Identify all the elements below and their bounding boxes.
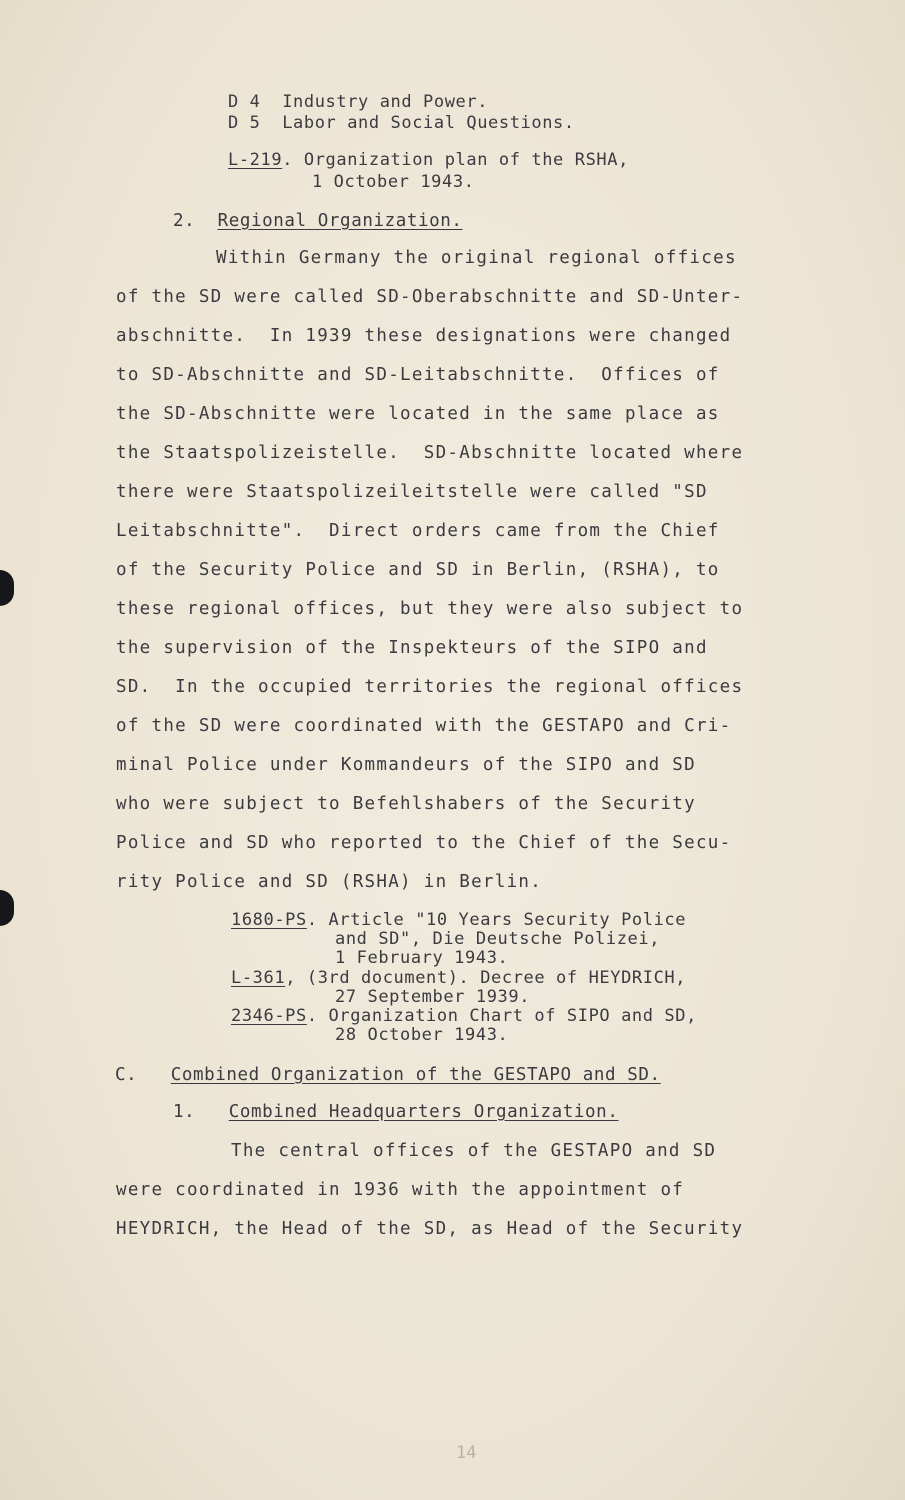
list-text: Labor and Social Questions. — [282, 113, 575, 133]
paragraph-line: minal Police under Kommandeurs of the SIPO and SD — [116, 755, 696, 775]
paragraph-line: Within Germany the original regional offices — [216, 248, 737, 268]
paragraph-line: were coordinated in 1936 with the appointment of — [116, 1180, 685, 1200]
paragraph-line: the Staatspolizeistelle. SD-Abschnitte located where — [116, 443, 744, 463]
list-item-d4 — [228, 92, 488, 112]
paragraph-line: SD. In the occupied territories the regional offices — [116, 677, 744, 697]
paragraph-line: abschnitte. In 1939 these designations were changed — [116, 326, 732, 346]
section-title: Combined Organization of the GESTAPO and SD. — [170, 1065, 661, 1085]
paragraph-line: the supervision of the Inspekteurs of the SIPO and — [116, 638, 708, 658]
reference-text: , (3rd document). Decree of HEYDRICH, — [285, 968, 687, 988]
page-number: 14 — [456, 1443, 477, 1463]
paragraph-line: rity Police and SD (RSHA) in Berlin. — [116, 872, 543, 892]
reference-text: . Organization Chart of SIPO and SD, — [306, 1006, 697, 1026]
paragraph-line: to SD-Abschnitte and SD-Leitabschnitte. Offices of — [116, 365, 720, 385]
paragraph-line: of the SD were called SD-Oberabschnitte and SD-Unter- — [116, 287, 744, 307]
reference-doc-id: 2346-PS — [231, 1006, 307, 1026]
section-heading-1 — [173, 1102, 618, 1122]
paragraph-line: the SD-Abschnitte were located in the same place as — [116, 404, 720, 424]
reference-l219 — [228, 150, 629, 170]
list-code: D 5 — [228, 113, 261, 133]
reference-l361 — [231, 968, 686, 988]
reference-doc-id: L-219 — [228, 150, 283, 170]
list-code: D 4 — [228, 92, 261, 112]
binder-hole-bottom — [0, 890, 14, 926]
reference-text: 1 February 1943. — [335, 948, 509, 968]
section-number: 1. — [173, 1102, 196, 1122]
paragraph-line: who were subject to Befehlshabers of the Security — [116, 794, 696, 814]
section-title: Combined Headquarters Organization. — [228, 1102, 619, 1122]
reference-text: 28 October 1943. — [335, 1025, 509, 1045]
section-heading-c — [115, 1065, 661, 1085]
list-item-d5 — [228, 113, 575, 133]
list-text: Industry and Power. — [282, 92, 489, 112]
paragraph-line: Leitabschnitte". Direct orders came from the Chief — [116, 521, 720, 541]
reference-text: . Article "10 Years Security Police — [306, 910, 687, 930]
paragraph-line: The central offices of the GESTAPO and SD — [231, 1141, 717, 1161]
paragraph-line: Police and SD who reported to the Chief of the Secu- — [116, 833, 732, 853]
reference-1680ps — [231, 910, 686, 930]
section-number: 2. — [173, 211, 196, 231]
reference-doc-id: L-361 — [231, 968, 286, 988]
paragraph-line: of the Security Police and SD in Berlin, (RSHA), to — [116, 560, 720, 580]
paragraph-line: there were Staatspolizeileitstelle were called "SD — [116, 482, 708, 502]
section-title: Regional Organization. — [217, 211, 463, 231]
reference-doc-id: 1680-PS — [231, 910, 307, 930]
reference-text: and SD", Die Deutsche Polizei, — [335, 929, 661, 949]
reference-text: . Organization plan of the RSHA, — [282, 150, 629, 170]
section-heading-2 — [173, 211, 463, 231]
binder-hole-top — [0, 570, 14, 606]
reference-2346ps — [231, 1006, 697, 1026]
paragraph-line: HEYDRICH, the Head of the SD, as Head of the Security — [116, 1219, 744, 1239]
reference-text: 27 September 1939. — [335, 987, 531, 1007]
reference-l219-line2: 1 October 1943. — [312, 172, 475, 192]
section-letter: C. — [115, 1065, 138, 1085]
paragraph-line: of the SD were coordinated with the GESTAPO and Cri- — [116, 716, 732, 736]
paragraph-line: these regional offices, but they were also subject to — [116, 599, 744, 619]
